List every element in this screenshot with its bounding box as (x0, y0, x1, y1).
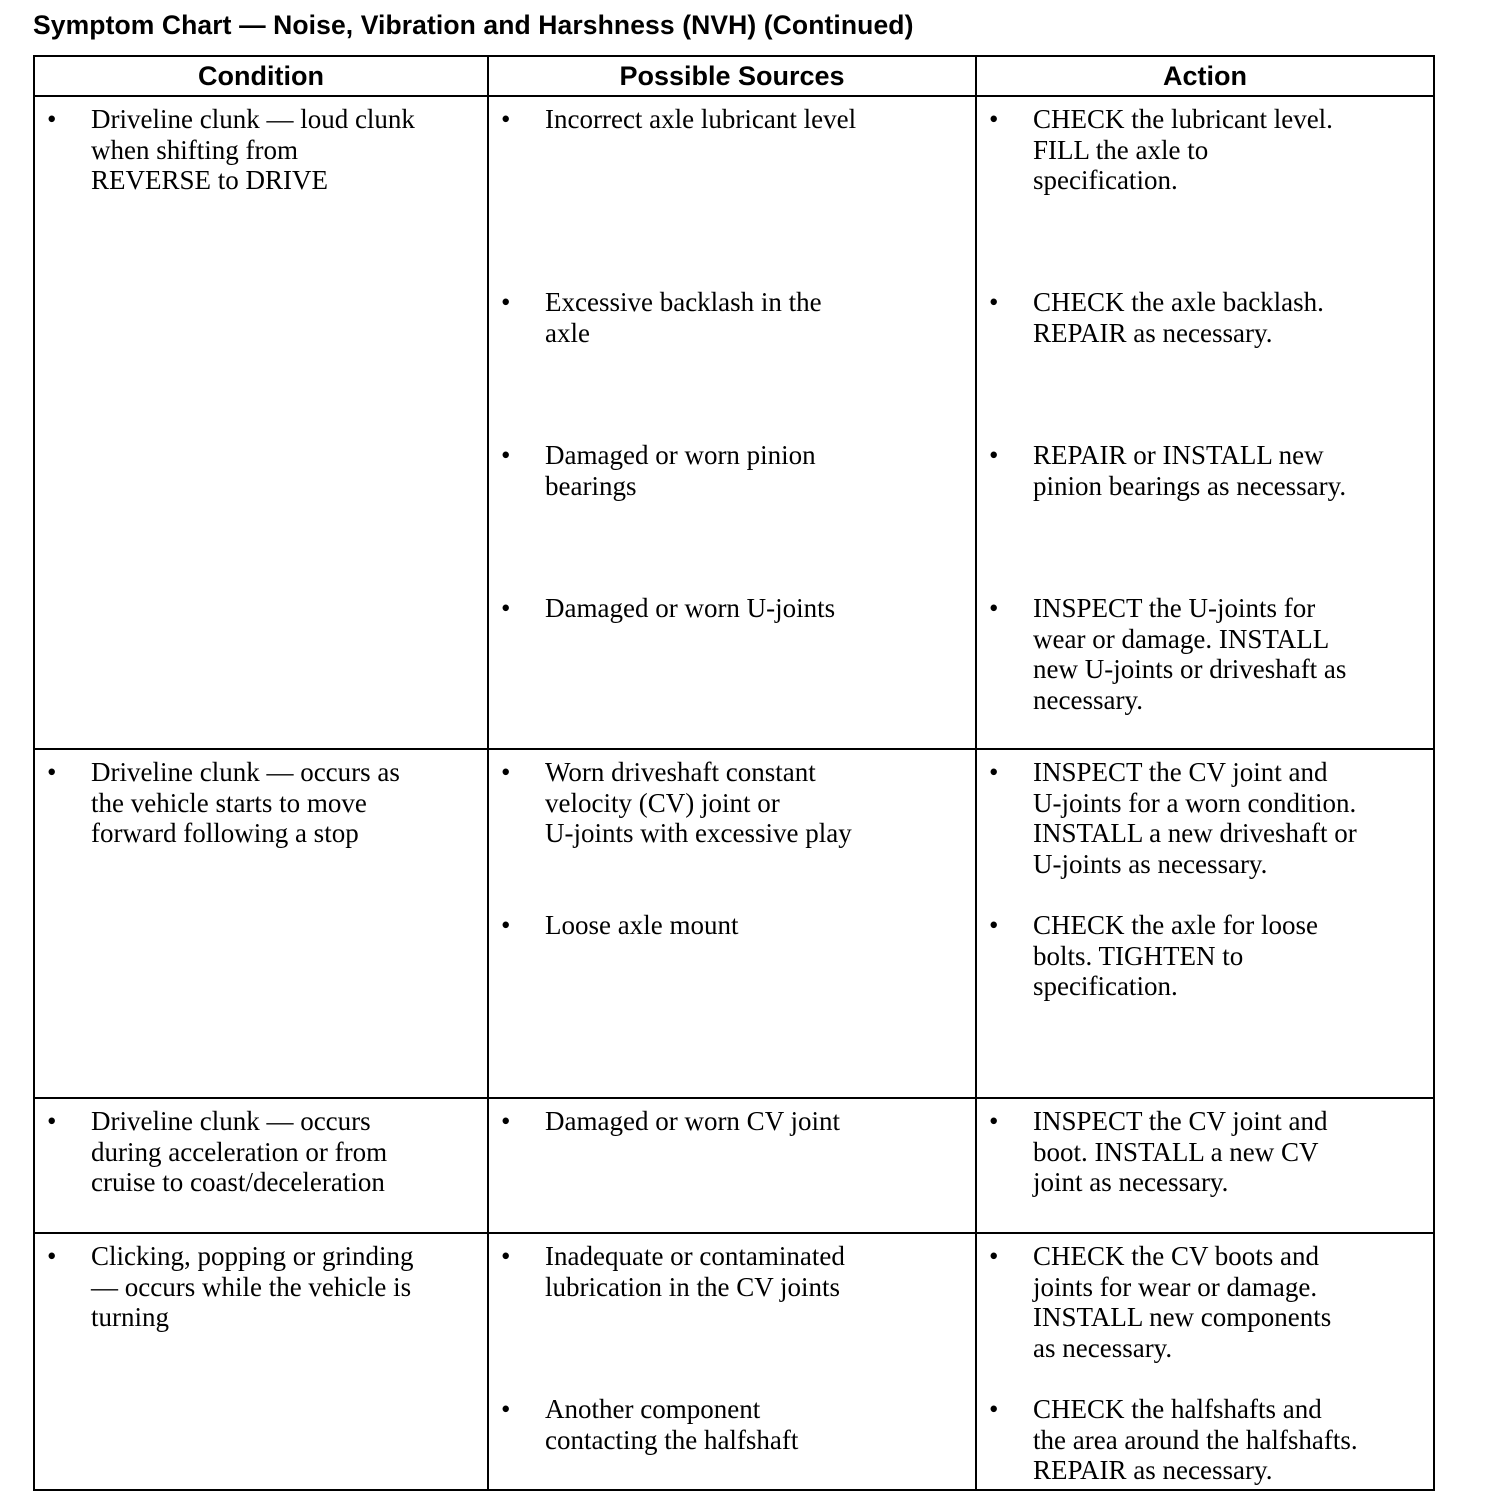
header-action: Action (976, 56, 1434, 96)
source-item (501, 104, 965, 287)
bullet-icon: • (501, 593, 511, 623)
symptom-chart-table (33, 55, 1435, 1491)
bullet-icon: • (47, 1106, 57, 1136)
condition-item (47, 104, 477, 196)
bullet-icon: • (501, 1394, 511, 1424)
bullet-icon: • (989, 440, 999, 470)
bullet-icon: • (989, 1241, 999, 1271)
sources-cell (488, 1098, 976, 1233)
table-row (34, 96, 1434, 749)
source-item (501, 757, 965, 910)
bullet-icon: • (989, 104, 999, 134)
condition-item (47, 1106, 477, 1198)
action-item (989, 1106, 1423, 1198)
source-text: Worn driveshaft constant velocity (CV) joint or U-joints with excessive play (545, 757, 852, 848)
action-item (989, 440, 1423, 593)
header-condition: Condition (34, 56, 488, 96)
action-text: REPAIR or INSTALL new pinion bearings as necessary. (1033, 440, 1347, 501)
action-item (989, 287, 1423, 440)
bullet-icon: • (989, 1106, 999, 1136)
source-text: Inadequate or contaminated lubrication in the CV joints (545, 1241, 845, 1302)
sources-cell (488, 96, 976, 749)
bullet-icon: • (501, 1241, 511, 1271)
action-cell (976, 749, 1434, 1098)
bullet-icon: • (501, 104, 511, 134)
condition-item (47, 1241, 477, 1333)
source-text: Another component contacting the halfshaft (545, 1394, 799, 1455)
source-text: Damaged or worn pinion bearings (545, 440, 816, 501)
action-text: CHECK the lubricant level. FILL the axle to specification. (1033, 104, 1333, 195)
action-text: INSPECT the CV joint and boot. INSTALL a new CV joint as necessary. (1033, 1106, 1328, 1197)
table-row (34, 749, 1434, 1098)
action-item (989, 593, 1423, 715)
bullet-icon: • (989, 757, 999, 787)
bullet-icon: • (47, 757, 57, 787)
condition-cell (34, 749, 488, 1098)
condition-item (47, 757, 477, 849)
source-text: Loose axle mount (545, 910, 739, 940)
source-item (501, 1394, 965, 1455)
bullet-icon: • (47, 1241, 57, 1271)
page-title: Symptom Chart — Noise, Vibration and Harshness (NVH) (Continued) (33, 10, 914, 40)
action-cell (976, 1098, 1434, 1233)
condition-cell (34, 1098, 488, 1233)
condition-text: Clicking, popping or grinding — occurs while the vehicle is turning (91, 1241, 414, 1332)
action-item (989, 1241, 1423, 1394)
action-text: CHECK the CV boots and joints for wear or damage. INSTALL new components as necessary. (1033, 1241, 1332, 1363)
condition-text: Driveline clunk — loud clunk when shifting from REVERSE to DRIVE (91, 104, 415, 195)
source-item (501, 910, 965, 941)
action-item (989, 757, 1423, 910)
condition-cell (34, 1233, 488, 1490)
action-item (989, 910, 1423, 1002)
header-possible-sources: Possible Sources (488, 56, 976, 96)
source-item (501, 440, 965, 593)
action-item (989, 104, 1423, 287)
bullet-icon: • (989, 287, 999, 317)
sources-cell (488, 749, 976, 1098)
action-text: CHECK the axle for loose bolts. TIGHTEN to specification. (1033, 910, 1318, 1001)
source-item (501, 593, 965, 624)
bullet-icon: • (989, 593, 999, 623)
bullet-icon: • (989, 1394, 999, 1424)
sources-cell (488, 1233, 976, 1490)
condition-text: Driveline clunk — occurs during acceleration or from cruise to coast/deceleration (91, 1106, 388, 1197)
action-item (989, 1394, 1423, 1486)
action-cell (976, 1233, 1434, 1490)
action-text: INSPECT the CV joint and U-joints for a worn condition. INSTALL a new driveshaft or U-joints as necessary. (1033, 757, 1357, 879)
action-text: CHECK the halfshafts and the area around the halfshafts. REPAIR as necessary. (1033, 1394, 1358, 1485)
source-text: Incorrect axle lubricant level (545, 104, 857, 134)
bullet-icon: • (501, 287, 511, 317)
table-row (34, 1098, 1434, 1233)
table-row (34, 1233, 1434, 1490)
bullet-icon: • (501, 910, 511, 940)
bullet-icon: • (501, 1106, 511, 1136)
bullet-icon: • (501, 440, 511, 470)
condition-text: Driveline clunk — occurs as the vehicle starts to move forward following a stop (91, 757, 400, 848)
source-text: Damaged or worn CV joint (545, 1106, 840, 1136)
action-text: CHECK the axle backlash. REPAIR as necessary. (1033, 287, 1324, 348)
source-text: Damaged or worn U-joints (545, 593, 836, 623)
action-text: INSPECT the U-joints for wear or damage. INSTALL new U-joints or driveshaft as necessary. (1033, 593, 1347, 715)
source-text: Excessive backlash in the axle (545, 287, 822, 348)
source-item (501, 1241, 965, 1394)
source-item (501, 287, 965, 440)
action-cell (976, 96, 1434, 749)
source-item (501, 1106, 965, 1137)
header-row (34, 56, 1434, 96)
bullet-icon: • (989, 910, 999, 940)
bullet-icon: • (47, 104, 57, 134)
condition-cell (34, 96, 488, 749)
bullet-icon: • (501, 757, 511, 787)
